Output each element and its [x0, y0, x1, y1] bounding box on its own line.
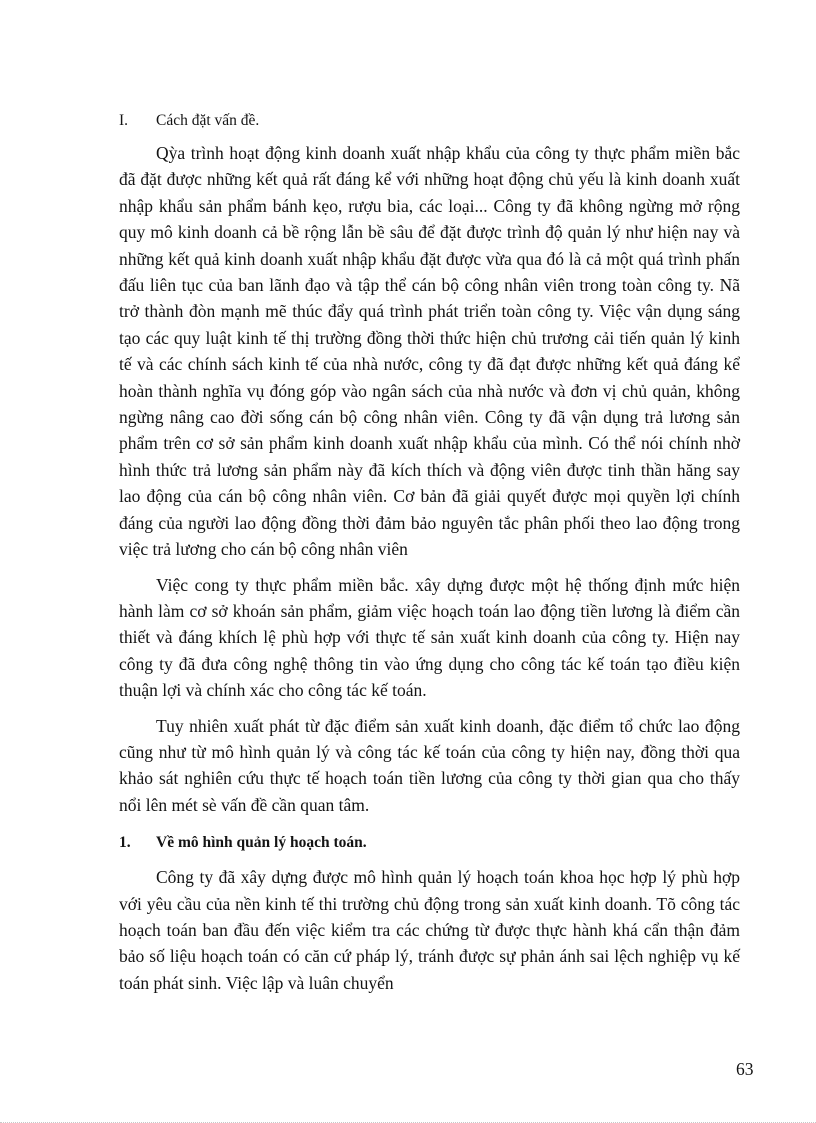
section-number: I. — [119, 112, 129, 129]
subsection-title: Về mô hình quản lý hoạch toán. — [156, 834, 367, 852]
paragraph-1: Qỳa trình hoạt động kinh doanh xuất nhập khẩu của công ty thực phẩm miền bắc đã đặt được những kết quả rất đáng kể với những hoạt động chủ yếu là kinh doanh xuất nhập khẩu sản phẩm bánh kẹo, rượu bia, các loại... Công ty đã không ngừng mở rộng quy mô kinh doanh cả bề rộng lẫn bề sâu để đặt được trình độ quản lý như hiện nay và những kết quả kinh doanh xuất nhập khẩu đặt được vừa qua đó là cả một quá trình phấn đấu liên tục của ban lãnh đạo và tập thể cán bộ công nhân viên trong toàn công ty. Nã trở thành đòn mạnh mẽ thúc đẩy quá trình phát triển toàn công ty. Việc vận dụng sáng tạo các quy luật kinh tế thị trường đồng thời thức hiện chủ trương cải tiến quản lý kinh tế và các chính sách kinh tế của nhà nước, công ty đã đạt được những kết quả đáng kể hoàn thành nghĩa vụ đóng góp vào ngân sách của nhà nước và đơn vị chủ quản, không ngừng nâng cao đời sống cán bộ công nhân viên. Công ty đã vận dụng trả lương sản phẩm trên cơ sở sản phẩm kinh doanh xuất nhập khẩu của mình. Có thể nói chính nhờ hình thức trả lương sản phẩm này đã kích thích và động viên được tinh thần hăng say lao động của cán bộ công nhân viên. Cơ bản đã giải quyết được mọi quyền lợi chính đáng của người lao động đồng thời đảm bảo nguyên tắc phân phối theo lao động trong việc trả lương cho cán bộ công nhân viên — [119, 143, 740, 560]
page-number: 63 — [736, 1059, 754, 1079]
paragraph-2: Việc cong ty thực phẩm miền bắc. xây dựng được một hệ thống định mức hiện hành làm cơ sở khoán sản phẩm, giảm việc hoạch toán lao động tiền lương là điểm cần thiết và đáng khích lệ phù hợp với thực tế sản xuất kinh doanh của công ty. Hiện nay công ty đã đưa công nghệ thông tin vào ứng dụng cho công tác kế toán tạo điều kiện thuận lợi và chính xác cho công tác kế toán. — [119, 574, 740, 701]
subsection-heading — [119, 830, 740, 856]
paragraph-3: Tuy nhiên xuất phát từ đặc điểm sản xuất kinh doanh, đặc điểm tổ chức lao động cũng như từ mô hình quản lý và công tác kế toán của công ty hiện nay, đồng thời qua khảo sát nghiên cứu thực tế hoạch toán tiền lương của công ty thời gian qua cho thấy nổi lên mét sè vấn đề cần quan tâm. — [119, 715, 740, 815]
subsection-number: 1. — [119, 834, 131, 852]
section-title: Cách đặt vấn đề. — [156, 112, 260, 129]
subsection-paragraph: Công ty đã xây dựng được mô hình quản lý hoạch toán khoa học hợp lý phù hợp với yêu cầu của nền kinh tế thi trường chủ động trong sản xuất kinh doanh. Tõ công tác hoạch toán ban đầu đến việc kiểm tra các chứng từ được thực hành khá cẩn thận đảm bảo số liệu hoạch toán có căn cứ pháp lý, tránh được sự phản ánh sai lệch nghiệp vụ kế toán phát sinh. Việc lập và luân chuyển — [119, 867, 740, 993]
page-content — [119, 108, 740, 1005]
section-heading — [119, 108, 740, 134]
